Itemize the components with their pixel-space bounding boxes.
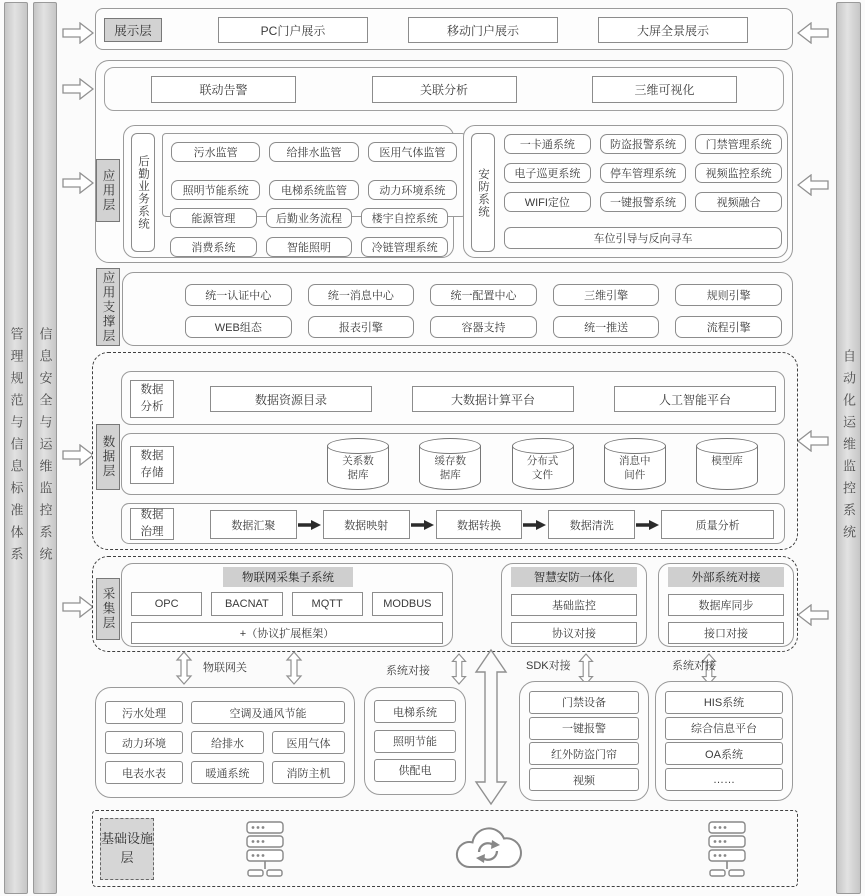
device-box: 给排水 <box>191 731 264 754</box>
iot-collection-subsystem <box>121 563 453 647</box>
device-box: 红外防盗门帘 <box>529 742 639 765</box>
security-box: 门禁管理系统 <box>695 134 782 154</box>
governance-box: 数据汇聚 <box>210 510 297 539</box>
protocol-box: BACNAT <box>211 592 282 616</box>
support-box: 统一认证中心 <box>185 284 292 306</box>
double-arrow-vertical-icon <box>285 651 303 685</box>
iot-subsystem-title: 物联网采集子系统 <box>223 567 353 587</box>
governance-unit <box>548 510 661 539</box>
logistics-box: 照明节能系统 <box>171 180 260 200</box>
black-arrow-right-icon <box>410 519 436 531</box>
external-system-box: 接口对接 <box>668 622 784 644</box>
presentation-layer-tag: 展示层 <box>104 18 162 42</box>
security-items <box>504 134 782 210</box>
black-arrow-right-icon <box>635 519 661 531</box>
application-layer-band <box>95 60 793 263</box>
logistics-box: 智能照明 <box>266 237 353 257</box>
device-box: 消防主机 <box>272 761 345 784</box>
data-analysis-items <box>210 386 776 412</box>
security-box: 一键报警系统 <box>600 192 687 212</box>
flow-arrow-left-icon <box>797 174 829 196</box>
presentation-box: PC门户展示 <box>218 17 368 43</box>
logistics-box: 电梯系统监管 <box>269 180 358 200</box>
logistics-subsystem-label: 后勤业务系统 <box>131 133 155 252</box>
data-analysis-label: 数据分析 <box>130 380 174 418</box>
data-storage-items <box>327 438 758 491</box>
device-box: 一键报警 <box>529 717 639 740</box>
device-box: OA系统 <box>665 742 783 765</box>
left-bar-inner-label: 信息安全与运维监控系统 <box>37 327 53 569</box>
application-layer-tag: 应用层 <box>96 159 120 222</box>
device-group-security <box>519 681 649 801</box>
governance-box: 数据映射 <box>323 510 410 539</box>
cylinder-label: 缓存数据库 <box>434 455 466 481</box>
flow-arrow-left-icon <box>797 22 829 44</box>
cylinder-label: 关系数据库 <box>342 455 374 481</box>
sdk-connect-label: SDK对接 <box>526 660 571 672</box>
security-wide-box: 车位引导与反向寻车 <box>504 227 782 249</box>
application-top-box: 联动告警 <box>151 76 296 103</box>
device-box: 污水处理 <box>105 701 183 724</box>
external-system-connection <box>658 563 794 647</box>
support-items <box>133 284 782 338</box>
flow-arrow-right-icon <box>62 444 94 466</box>
database-cylinder-icon <box>604 438 666 491</box>
double-arrow-vertical-icon <box>450 653 468 685</box>
support-box: 统一消息中心 <box>308 284 415 306</box>
device-box: 动力环境 <box>105 731 183 754</box>
external-system-title: 外部系统对接 <box>668 567 784 587</box>
logistics-box: 医用气体监管 <box>368 142 457 162</box>
device-group-logistics <box>95 687 355 798</box>
support-box: 统一配置中心 <box>430 284 537 306</box>
logistics-box: 能源管理 <box>170 208 257 228</box>
data-layer-band <box>92 352 798 550</box>
security-subsystem <box>463 125 788 258</box>
governance-box: 数据转换 <box>436 510 523 539</box>
external-system-box: 数据库同步 <box>668 594 784 616</box>
protocol-box: MODBUS <box>372 592 443 616</box>
database-cylinder-icon <box>696 438 758 491</box>
cloud-sync-icon <box>445 819 531 879</box>
logistics-box: 污水监管 <box>171 142 260 162</box>
server-rack-icon <box>241 820 289 880</box>
data-governance-items <box>210 510 774 539</box>
flow-arrow-right-icon <box>62 172 94 194</box>
server-rack-icon <box>703 820 751 880</box>
security-box: WIFI定位 <box>504 192 591 212</box>
device-box: 电梯系统 <box>374 700 456 723</box>
logistics-box: 楼宇自控系统 <box>361 208 448 228</box>
logistics-box: 动力环境系统 <box>368 180 457 200</box>
device-group-elevator <box>364 687 466 795</box>
device-box: 供配电 <box>374 759 456 782</box>
iot-protocols <box>131 592 443 616</box>
security-integration-box: 基础监控 <box>511 594 637 616</box>
governance-unit <box>436 510 549 539</box>
analysis-box: 大数据计算平台 <box>412 386 574 412</box>
security-box: 视频融合 <box>695 192 782 212</box>
data-layer-tag: 数据层 <box>96 424 120 490</box>
smart-security-integration <box>501 563 647 647</box>
logistics-items <box>170 208 448 256</box>
black-arrow-right-icon <box>522 519 548 531</box>
support-box: 容器支持 <box>430 316 537 338</box>
data-storage-label: 数据存储 <box>130 446 174 484</box>
device-box: 照明节能 <box>374 730 456 753</box>
security-box: 停车管理系统 <box>600 163 687 183</box>
data-analysis-row <box>121 371 785 425</box>
right-bar-auto-ops <box>836 2 861 894</box>
device-box: HIS系统 <box>665 691 783 714</box>
device-row <box>105 701 345 724</box>
support-layer-band <box>122 272 793 346</box>
support-box: 规则引擎 <box>675 284 782 306</box>
data-storage-row <box>121 433 785 495</box>
black-arrow-right-icon <box>297 519 323 531</box>
device-box: 门禁设备 <box>529 691 639 714</box>
security-box: 防盗报警系统 <box>600 134 687 154</box>
logistics-box: 冷链管理系统 <box>361 237 448 257</box>
right-bar-label: 自动化运维监控系统 <box>841 349 856 547</box>
support-box: 三维引擎 <box>553 284 660 306</box>
device-box: 暖通系统 <box>191 761 264 784</box>
logistics-box: 后勤业务流程 <box>266 208 353 228</box>
system-connect-label: 系统对接 <box>386 665 430 677</box>
collection-layer-tag: 采集层 <box>96 578 120 640</box>
analysis-box: 数据资源目录 <box>210 386 372 412</box>
double-arrow-vertical-icon <box>175 651 193 685</box>
security-box: 电子巡更系统 <box>504 163 591 183</box>
protocol-extension-box: +（协议扩展框架） <box>131 622 443 644</box>
logistics-box: 消费系统 <box>170 237 257 257</box>
left-bar-management-standards <box>4 2 28 894</box>
governance-unit <box>661 510 774 539</box>
application-top-box: 三维可视化 <box>592 76 737 103</box>
collection-layer-band <box>92 556 798 652</box>
presentation-items <box>178 17 788 43</box>
presentation-box: 移动门户展示 <box>408 17 558 43</box>
device-box: 空调及通风节能 <box>191 701 345 724</box>
device-group-external <box>655 681 793 801</box>
logistics-box: 给排水监管 <box>269 142 358 162</box>
device-box: 电表水表 <box>105 761 183 784</box>
security-integration-box: 协议对接 <box>511 622 637 644</box>
big-double-arrow-vertical-icon <box>473 648 509 806</box>
infrastructure-layer-band <box>92 810 798 887</box>
security-box: 视频监控系统 <box>695 163 782 183</box>
application-top-box: 关联分析 <box>372 76 517 103</box>
protocol-box: MQTT <box>292 592 363 616</box>
logistics-subsystem <box>123 125 454 258</box>
device-box: …… <box>665 768 783 791</box>
cylinder-label: 消息中间件 <box>619 455 651 481</box>
governance-unit <box>210 510 323 539</box>
flow-arrow-right-icon <box>62 596 94 618</box>
device-row <box>105 761 345 784</box>
smart-security-title: 智慧安防一体化 <box>511 567 637 587</box>
governance-box: 数据清洗 <box>548 510 635 539</box>
governance-unit <box>323 510 436 539</box>
system-connect-label: 系统对接 <box>672 660 716 672</box>
support-box: WEB组态 <box>185 316 292 338</box>
presentation-box: 大屏全景展示 <box>598 17 748 43</box>
database-cylinder-icon <box>419 438 481 491</box>
flow-arrow-left-icon <box>797 430 829 452</box>
application-top-row <box>104 67 784 111</box>
logistics-boxed-items <box>162 133 466 217</box>
security-box: 一卡通系统 <box>504 134 591 154</box>
presentation-layer-band <box>95 8 793 50</box>
cylinder-label: 分布式文件 <box>526 455 559 481</box>
support-box: 报表引擎 <box>308 316 415 338</box>
security-subsystem-label: 安防系统 <box>471 133 495 252</box>
data-governance-row <box>121 503 785 544</box>
device-box: 医用气体 <box>272 731 345 754</box>
flow-arrow-left-icon <box>797 604 829 626</box>
cylinder-label: 模型库 <box>711 455 743 467</box>
device-box: 综合信息平台 <box>665 717 783 740</box>
support-box: 统一推送 <box>553 316 660 338</box>
infrastructure-layer-tag: 基础设施层 <box>100 818 154 880</box>
support-layer-tag: 应用支撑层 <box>96 268 120 346</box>
support-box: 流程引擎 <box>675 316 782 338</box>
protocol-box: OPC <box>131 592 202 616</box>
flow-arrow-right-icon <box>62 22 94 44</box>
iot-gateway-label: 物联网关 <box>203 662 247 674</box>
left-bar-outer-label: 管理规范与信息标准体系 <box>8 327 24 569</box>
data-governance-label: 数据治理 <box>130 508 174 540</box>
flow-arrow-right-icon <box>62 78 94 100</box>
database-cylinder-icon <box>327 438 389 491</box>
device-box: 视频 <box>529 768 639 791</box>
device-row <box>105 731 345 754</box>
analysis-box: 人工智能平台 <box>614 386 776 412</box>
governance-box: 质量分析 <box>661 510 774 539</box>
database-cylinder-icon <box>512 438 574 491</box>
left-bar-security-ops <box>33 2 57 894</box>
